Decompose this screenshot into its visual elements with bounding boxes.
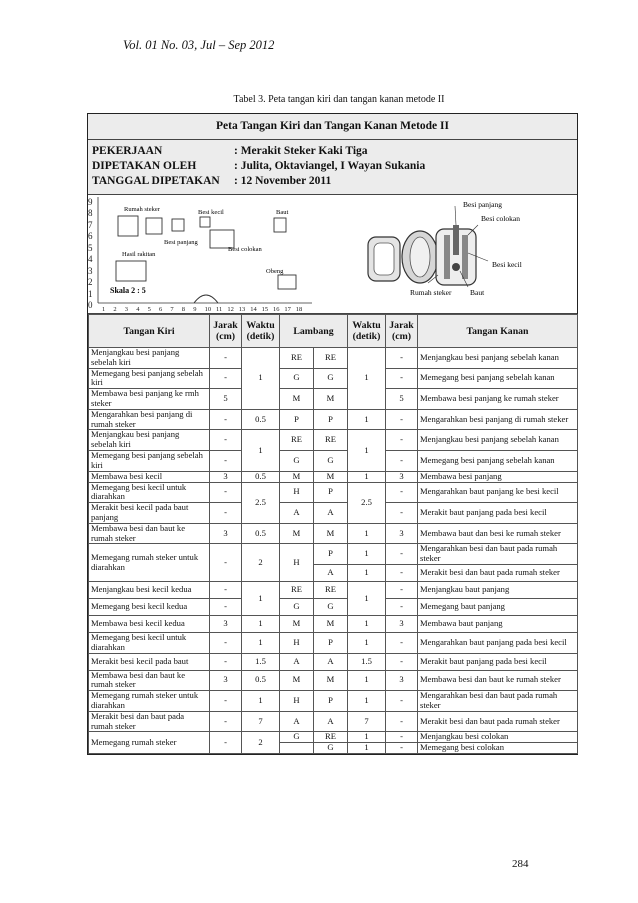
- x-tick: 6: [159, 306, 163, 313]
- left-hand-cell: Mengarahkan besi panjang di rumah steker: [89, 409, 210, 430]
- y-tick: 5: [88, 243, 93, 253]
- right-hand-cell: Membawa baut panjang: [418, 615, 578, 632]
- left-time-cell: 1: [242, 430, 280, 471]
- table-row: [89, 711, 578, 732]
- left-symbol-cell: P: [280, 409, 314, 430]
- left-distance-cell: 3: [210, 615, 242, 632]
- component-box: [146, 218, 162, 234]
- x-tick: 13: [238, 306, 246, 313]
- right-time-cell: 1: [348, 544, 386, 565]
- table-row: [89, 653, 578, 670]
- table-row: [89, 598, 578, 615]
- right-symbol-cell: M: [314, 523, 348, 544]
- right-symbol-cell: RE: [314, 732, 348, 743]
- left-hand-cell: Memegang rumah steker untuk diarahkan: [89, 691, 210, 712]
- right-time-cell: 1: [348, 691, 386, 712]
- x-tick: 7: [170, 306, 174, 313]
- right-time-cell: 1.5: [348, 653, 386, 670]
- x-tick: 8: [181, 306, 186, 313]
- left-distance-cell: -: [210, 598, 242, 615]
- right-time-cell: 1: [348, 615, 386, 632]
- y-tick: 3: [88, 266, 93, 276]
- left-time-cell: 0.5: [242, 471, 280, 482]
- right-distance-cell: 3: [386, 523, 418, 544]
- right-time-cell: 1: [348, 732, 386, 743]
- left-hand-cell: Membawa besi kecil: [89, 471, 210, 482]
- meta-row: [92, 174, 573, 189]
- left-time-cell: 1.5: [242, 653, 280, 670]
- y-tick: 2: [88, 277, 93, 287]
- right-distance-cell: 3: [386, 670, 418, 691]
- operator-arc: [194, 295, 218, 303]
- right-distance-cell: -: [386, 430, 418, 451]
- left-symbol-cell: RE: [280, 430, 314, 451]
- right-time-cell: 1: [348, 632, 386, 653]
- left-distance-cell: -: [210, 732, 242, 754]
- right-hand-cell: Memegang besi panjang sebelah kanan: [418, 368, 578, 389]
- table-row: [89, 632, 578, 653]
- meta-value: : Merakit Steker Kaki Tiga: [234, 145, 368, 157]
- besi-kecil-box: [200, 217, 210, 227]
- left-time-cell: 7: [242, 711, 280, 732]
- table-row: [89, 581, 578, 598]
- y-tick: 8: [88, 208, 93, 218]
- x-tick: 1: [102, 306, 106, 313]
- right-distance-cell: -: [386, 503, 418, 524]
- steker-product-figure: [320, 195, 575, 313]
- besi-panjang-label: Besi panjang: [164, 239, 198, 246]
- table-caption: Tabel 3. Peta tangan kiri dan tangan kanan metode II: [233, 94, 445, 105]
- rumah-steker-box: [118, 216, 138, 236]
- right-hand-cell: Memegang besi colokan: [418, 743, 578, 754]
- left-distance-cell: -: [210, 409, 242, 430]
- right-distance-cell: -: [386, 632, 418, 653]
- right-hand-cell: Memegang baut panjang: [418, 598, 578, 615]
- right-hand-cell: Mengarahkan baut panjang pada besi kecil: [418, 632, 578, 653]
- left-symbol-cell: A: [280, 653, 314, 670]
- x-tick: 5: [147, 306, 151, 313]
- table-row: [89, 348, 578, 369]
- right-symbol-cell: RE: [314, 348, 348, 369]
- left-time-cell: 0.5: [242, 523, 280, 544]
- left-hand-cell: Memegang besi panjang sebelah kiri: [89, 368, 210, 389]
- right-time-cell: 1: [348, 348, 386, 410]
- left-hand-cell: Menjangkau besi kecil kedua: [89, 581, 210, 598]
- header-waktu-kanan: Waktu (detik): [348, 315, 386, 348]
- left-symbol-cell: H: [280, 544, 314, 582]
- x-tick: 3: [124, 306, 129, 313]
- left-time-cell: 2: [242, 544, 280, 582]
- left-time-cell: 1: [242, 581, 280, 615]
- right-symbol-cell: G: [314, 598, 348, 615]
- page-number: 284: [512, 858, 529, 870]
- right-distance-cell: -: [386, 368, 418, 389]
- right-distance-cell: -: [386, 732, 418, 743]
- y-tick: 9: [88, 197, 93, 207]
- table-row: [89, 471, 578, 482]
- left-time-cell: 1: [242, 691, 280, 712]
- meta-label: PEKERJAAN: [92, 145, 163, 157]
- left-time-cell: 1: [242, 632, 280, 653]
- right-symbol-cell: P: [314, 544, 348, 565]
- chart-title: Peta Tangan Kiri dan Tangan Kanan Metode II: [88, 114, 577, 140]
- right-distance-cell: 5: [386, 389, 418, 410]
- right-symbol-cell: G: [314, 743, 348, 754]
- right-hand-cell: Mengarahkan besi dan baut pada rumah steker: [418, 544, 578, 565]
- left-hand-cell: Memegang rumah steker: [89, 732, 210, 754]
- right-hand-cell: Mengarahkan baut panjang ke besi kecil: [418, 482, 578, 503]
- left-symbol-cell: M: [280, 670, 314, 691]
- left-hand-cell: Memegang besi kecil untuk diarahkan: [89, 482, 210, 503]
- left-time-cell: 0.5: [242, 670, 280, 691]
- left-distance-cell: -: [210, 503, 242, 524]
- left-hand-cell: Merakit besi dan baut pada rumah steker: [89, 711, 210, 732]
- workplace-layout-figure: [88, 195, 316, 313]
- left-symbol-cell: G: [280, 368, 314, 389]
- component-box: [172, 219, 184, 231]
- left-distance-cell: 3: [210, 471, 242, 482]
- besi-panjang-part: [444, 235, 450, 279]
- left-symbol-cell: M: [280, 471, 314, 482]
- right-hand-cell: Merakit besi dan baut pada rumah steker: [418, 711, 578, 732]
- meta-label: TANGGAL DIPETAKAN: [92, 175, 220, 187]
- table-row: [89, 615, 578, 632]
- right-distance-cell: -: [386, 743, 418, 754]
- baut-part: [452, 263, 460, 271]
- left-hand-cell: Membawa besi dan baut ke rumah steker: [89, 523, 210, 544]
- right-symbol-cell: M: [314, 471, 348, 482]
- left-symbol-cell: RE: [280, 581, 314, 598]
- left-symbol-cell: H: [280, 691, 314, 712]
- right-time-cell: 1: [348, 581, 386, 615]
- obeng-label: Obeng: [266, 268, 284, 275]
- right-hand-cell: Menjangkau baut panjang: [418, 581, 578, 598]
- right-symbol-cell: M: [314, 670, 348, 691]
- x-tick: 9: [193, 306, 197, 313]
- left-hand-cell: Merakit besi kecil pada baut: [89, 653, 210, 670]
- besi-colokan-part: [453, 225, 459, 255]
- left-symbol-cell: G: [280, 450, 314, 471]
- figures-area: [88, 195, 577, 314]
- left-hand-cell: Menjangkau besi panjang sebelah kiri: [89, 430, 210, 451]
- right-distance-cell: -: [386, 711, 418, 732]
- right-hand-cell: Membawa baut dan besi ke rumah steker: [418, 523, 578, 544]
- right-hand-cell: Membawa besi panjang: [418, 471, 578, 482]
- baut-label: Baut: [470, 288, 485, 297]
- right-distance-cell: -: [386, 450, 418, 471]
- header-tangan-kiri: Tangan Kiri: [89, 315, 210, 348]
- left-distance-cell: -: [210, 581, 242, 598]
- left-time-cell: 1: [242, 615, 280, 632]
- hasil-rakitan-label: Hasil rakitan: [122, 251, 156, 258]
- x-tick: 10: [204, 306, 212, 313]
- left-distance-cell: -: [210, 430, 242, 451]
- right-hand-cell: Menjangkau besi panjang sebelah kanan: [418, 348, 578, 369]
- table-row: [89, 450, 578, 471]
- right-hand-cell: Merakit baut panjang pada besi kecil: [418, 653, 578, 670]
- x-tick: 15: [261, 306, 269, 313]
- y-tick: 7: [88, 220, 93, 230]
- left-distance-cell: 3: [210, 670, 242, 691]
- right-time-cell: 1: [348, 743, 386, 754]
- left-hand-cell: Merakit besi kecil pada baut panjang: [89, 503, 210, 524]
- chart-meta: [88, 140, 577, 195]
- left-distance-cell: 5: [210, 389, 242, 410]
- left-symbol-cell: M: [280, 523, 314, 544]
- right-symbol-cell: P: [314, 632, 348, 653]
- left-symbol-cell: A: [280, 711, 314, 732]
- table-row: [89, 368, 578, 389]
- left-hand-cell: Membawa besi kecil kedua: [89, 615, 210, 632]
- left-distance-cell: -: [210, 450, 242, 471]
- left-symbol-cell: H: [280, 482, 314, 503]
- besi-colokan-label: Besi colokan: [228, 246, 262, 253]
- x-tick: 16: [273, 306, 280, 313]
- meta-label: DIPETAKAN OLEH: [92, 160, 197, 172]
- table-row: [89, 409, 578, 430]
- besi-colokan-label: Besi colokan: [481, 214, 520, 223]
- meta-value: : Julita, Oktaviangel, I Wayan Sukania: [234, 160, 426, 172]
- right-distance-cell: 3: [386, 471, 418, 482]
- left-distance-cell: -: [210, 348, 242, 369]
- right-hand-cell: Memegang besi panjang sebelah kanan: [418, 450, 578, 471]
- table-row: [89, 544, 578, 565]
- left-distance-cell: -: [210, 632, 242, 653]
- right-time-cell: 1: [348, 523, 386, 544]
- besi-panjang-label: Besi panjang: [463, 200, 502, 209]
- right-distance-cell: -: [386, 409, 418, 430]
- left-hand-cell: Memegang besi kecil untuk diarahkan: [89, 632, 210, 653]
- right-symbol-cell: P: [314, 482, 348, 503]
- right-symbol-cell: P: [314, 409, 348, 430]
- left-hand-cell: Membawa besi dan baut ke rumah steker: [89, 670, 210, 691]
- right-time-cell: 1: [348, 471, 386, 482]
- right-hand-cell: Membawa besi dan baut ke rumah steker: [418, 670, 578, 691]
- left-time-cell: 2: [242, 732, 280, 754]
- right-symbol-cell: G: [314, 450, 348, 471]
- left-hand-cell: Memegang besi kecil kedua: [89, 598, 210, 615]
- rumah-steker-label: Rumah steker: [124, 206, 160, 213]
- meta-row: [92, 144, 573, 159]
- left-hand-cell: Membawa besi panjang ke rmh steker: [89, 389, 210, 410]
- right-time-cell: 1: [348, 409, 386, 430]
- right-symbol-cell: RE: [314, 430, 348, 451]
- left-distance-cell: -: [210, 368, 242, 389]
- left-distance-cell: -: [210, 653, 242, 670]
- table-row: [89, 691, 578, 712]
- header-jarak: Jarak (cm): [210, 315, 242, 348]
- right-distance-cell: -: [386, 544, 418, 565]
- meta-row: [92, 159, 573, 174]
- meta-value: : 12 November 2011: [234, 175, 332, 187]
- right-symbol-cell: M: [314, 615, 348, 632]
- header-tangan-kanan: Tangan Kanan: [418, 315, 578, 348]
- baut-box: [274, 218, 286, 232]
- header-jarak-kanan: Jarak (cm): [386, 315, 418, 348]
- besi-kecil-label: Besi kecil: [492, 260, 522, 269]
- left-symbol-cell: A: [280, 503, 314, 524]
- table-row: [89, 389, 578, 410]
- right-distance-cell: -: [386, 564, 418, 581]
- left-symbol-cell: H: [280, 632, 314, 653]
- left-right-hand-chart: [87, 113, 578, 755]
- obeng-box: [278, 275, 296, 289]
- table-row: [89, 430, 578, 451]
- right-hand-cell: Membawa besi panjang ke rumah steker: [418, 389, 578, 410]
- right-time-cell: 1: [348, 670, 386, 691]
- right-distance-cell: -: [386, 348, 418, 369]
- left-symbol-cell: [280, 743, 314, 754]
- right-time-cell: 1: [348, 430, 386, 471]
- table-row: [89, 732, 578, 743]
- right-hand-cell: Mengarahkan besi panjang di rumah steker: [418, 409, 578, 430]
- right-distance-cell: -: [386, 653, 418, 670]
- x-tick: 11: [216, 306, 223, 313]
- besi-kecil-label: Besi kecil: [198, 209, 224, 216]
- table-row: [89, 670, 578, 691]
- right-symbol-cell: A: [314, 564, 348, 581]
- y-tick: 4: [88, 254, 93, 264]
- left-hand-cell: Memegang besi panjang sebelah kiri: [89, 450, 210, 471]
- y-tick: 6: [88, 231, 93, 241]
- left-symbol-cell: G: [280, 598, 314, 615]
- right-symbol-cell: RE: [314, 581, 348, 598]
- left-distance-cell: -: [210, 482, 242, 503]
- right-time-cell: 2.5: [348, 482, 386, 523]
- left-distance-cell: -: [210, 544, 242, 582]
- left-distance-cell: -: [210, 711, 242, 732]
- right-symbol-cell: A: [314, 503, 348, 524]
- right-symbol-cell: A: [314, 711, 348, 732]
- right-distance-cell: -: [386, 691, 418, 712]
- left-time-cell: 2.5: [242, 482, 280, 523]
- right-time-cell: 1: [348, 564, 386, 581]
- left-time-cell: 0.5: [242, 409, 280, 430]
- scale-label: Skala 2 : 5: [110, 286, 146, 295]
- right-symbol-cell: P: [314, 691, 348, 712]
- table-row: [89, 482, 578, 503]
- journal-header: Vol. 01 No. 03, Jul – Sep 2012: [123, 38, 275, 52]
- left-time-cell: 1: [242, 348, 280, 410]
- left-distance-cell: 3: [210, 523, 242, 544]
- right-hand-cell: Menjangkau besi colokan: [418, 732, 578, 743]
- right-symbol-cell: M: [314, 389, 348, 410]
- left-symbol-cell: G: [280, 732, 314, 743]
- right-distance-cell: -: [386, 581, 418, 598]
- table-row: [89, 503, 578, 524]
- x-tick: 4: [136, 306, 140, 313]
- x-tick: 12: [227, 306, 234, 313]
- right-time-cell: 7: [348, 711, 386, 732]
- right-distance-cell: 3: [386, 615, 418, 632]
- table-row: [89, 523, 578, 544]
- right-hand-cell: Mengarahkan besi dan baut pada rumah steker: [418, 691, 578, 712]
- left-symbol-cell: RE: [280, 348, 314, 369]
- left-hand-cell: Menjangkau besi panjang sebelah kiri: [89, 348, 210, 369]
- right-hand-cell: Merakit besi dan baut pada rumah steker: [418, 564, 578, 581]
- x-tick: 2: [113, 306, 117, 313]
- right-distance-cell: -: [386, 482, 418, 503]
- left-hand-cell: Memegang rumah steker untuk diarahkan: [89, 544, 210, 582]
- x-tick: 18: [295, 306, 303, 313]
- besi-panjang-part: [462, 235, 468, 279]
- header-waktu: Waktu (detik): [242, 315, 280, 348]
- left-distance-cell: -: [210, 691, 242, 712]
- right-distance-cell: -: [386, 598, 418, 615]
- rumah-steker-label: Rumah steker: [410, 288, 452, 297]
- header-lambang: Lambang: [280, 315, 348, 348]
- hasil-rakitan-box: [116, 261, 146, 281]
- y-tick: 0: [88, 300, 93, 310]
- baut-label: Baut: [276, 209, 289, 216]
- left-symbol-cell: M: [280, 389, 314, 410]
- x-tick: 14: [250, 306, 257, 313]
- y-tick: 1: [88, 289, 93, 299]
- hand-chart-table: [88, 314, 578, 754]
- x-tick: 17: [284, 306, 291, 313]
- right-hand-cell: Merakit baut panjang pada besi kecil: [418, 503, 578, 524]
- right-symbol-cell: A: [314, 653, 348, 670]
- right-symbol-cell: G: [314, 368, 348, 389]
- right-hand-cell: Menjangkau besi panjang sebelah kanan: [418, 430, 578, 451]
- left-symbol-cell: M: [280, 615, 314, 632]
